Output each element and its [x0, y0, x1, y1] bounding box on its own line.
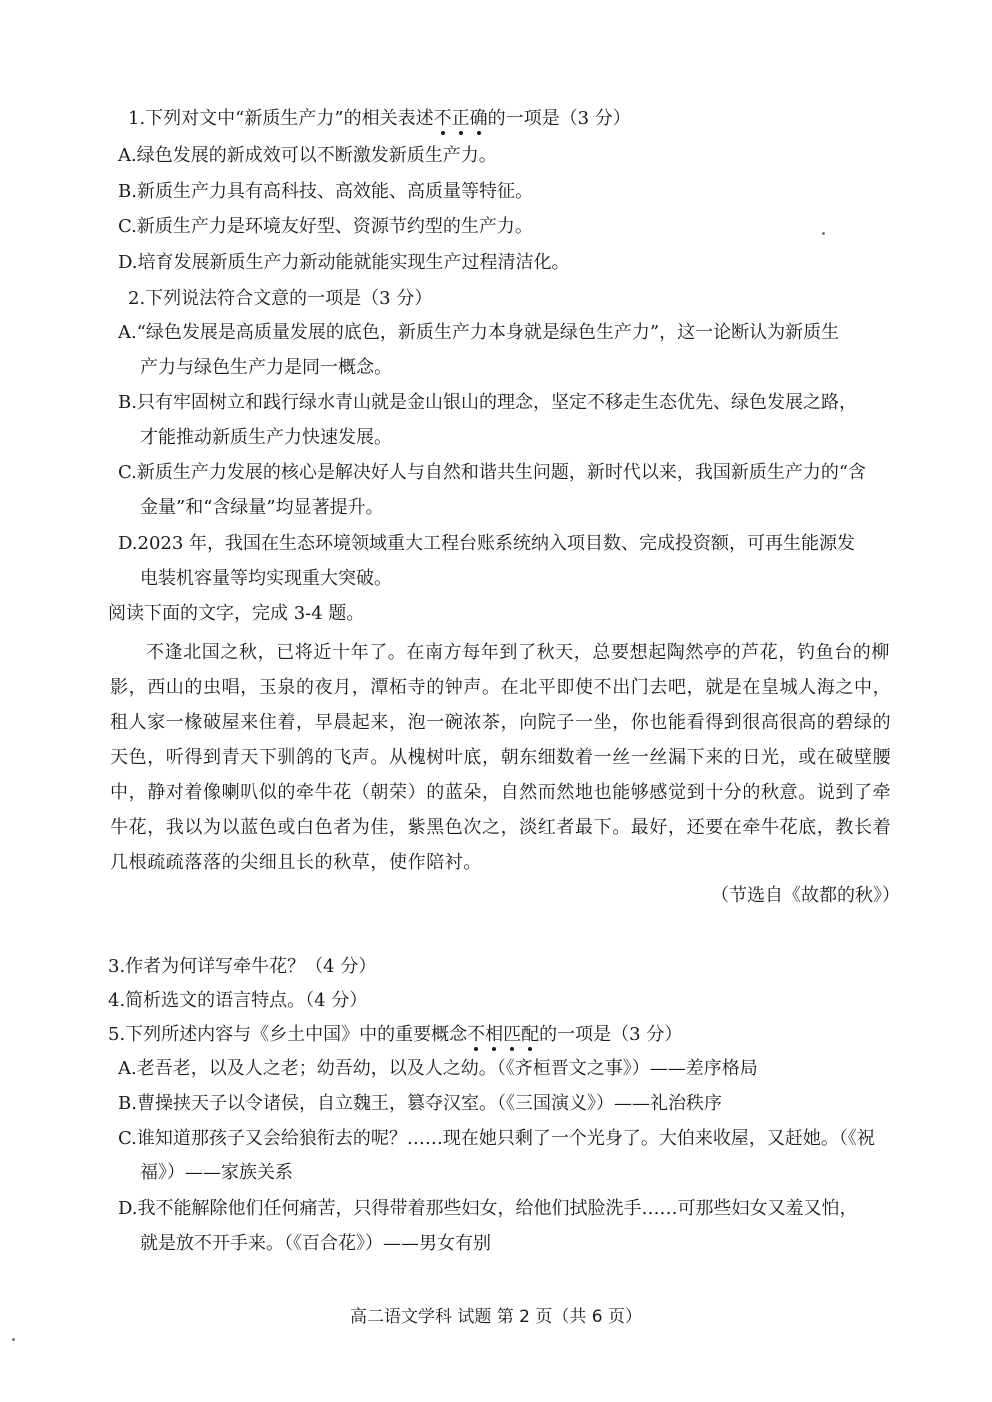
- emphasis-char: [485, 1024, 503, 1045]
- q5-option-c-line1: C.谁知道那孩子又会给狼衔去的呢？……现在她只剩了一个光身了。大伯来收屋，又赶她。（《祝: [118, 1128, 875, 1149]
- q1-option-c: C.新质生产力是环境友好型、资源节约型的生产力。: [118, 216, 533, 237]
- emphasis-char: [521, 1024, 539, 1045]
- question-2-stem: 2.下列说法符合文意的一项是（3 分）: [128, 288, 433, 309]
- q2-option-d-line2: 电装机容量等均实现重大突破。: [140, 568, 392, 589]
- q5-option-c-line2: 福》）——家族关系: [140, 1162, 293, 1183]
- question-5-stem: [108, 1024, 682, 1046]
- q5-option-b: B.曹操挟天子以令诸侯，自立魏王，篡夺汉室。（《三国演义》）——礼治秩序: [118, 1093, 722, 1114]
- emphasis-text: 不: [433, 108, 452, 129]
- q5-option-a: A.老吾老，以及人之老；幼吾幼，以及人之幼。（《齐桓晋文之事》）——差序格局: [118, 1058, 758, 1079]
- emphasis-text: 确: [469, 108, 488, 129]
- page-footer: 高二语文学科 试题 第 2 页（共 6 页）: [349, 1307, 643, 1327]
- q2-option-c-line1: C.新质生产力发展的核心是解决好人与自然和谐共生问题，新时代以来，我国新质生产力的“含: [118, 462, 867, 483]
- reading-intro: 阅读下面的文字，完成 3-4 题。: [108, 603, 365, 624]
- question-4: 4.简析选文的语言特点。（4 分）: [108, 990, 368, 1011]
- passage-line: 中，静对着像喇叭似的牵牛花（朝荣）的蓝朵，自然而然地也能够感觉到十分的秋意。说到了牵: [110, 782, 892, 803]
- passage-line: 影，西山的虫唱，玉泉的夜月，潭柘寺的钟声。在北平即使不出门去吧，就是在皇城人海之中，: [110, 677, 892, 698]
- q2-option-d-line1: D.2023 年，我国在生态环境领域重大工程台账系统纳入项目数、完成投资额，可再生能源发: [118, 533, 856, 554]
- emphasis-dot: [474, 1047, 478, 1051]
- question-1-stem: [128, 108, 631, 130]
- emphasis-text: 相: [485, 1024, 504, 1045]
- passage-line: 租人家一椽破屋来住着，早晨起来，泡一碗浓茶，向院子一坐，你也能看得到很高很高的碧绿的: [110, 712, 892, 733]
- q5-stem-text: 5.下列所述内容与《乡土中国》中的重要概念: [108, 1024, 468, 1045]
- emphasis-dot: [477, 131, 481, 135]
- scan-speck: [822, 232, 825, 235]
- q2-option-b-line1: B.只有牢固树立和践行绿水青山就是金山银山的理念，坚定不移走生态优先、绿色发展之路，: [118, 392, 857, 413]
- emphasis-dot: [510, 1047, 514, 1051]
- passage-line: 几根疏疏落落的尖细且长的秋草，使作陪衬。: [110, 852, 482, 873]
- q5-option-d-line1: D.我不能解除他们任何痛苦，只得带着那些妇女，给他们拭脸洗手……可那些妇女又羞又怕，: [118, 1198, 858, 1219]
- q1-option-d: D.培育发展新质生产力新动能就能实现生产过程清洁化。: [118, 252, 570, 273]
- q1-stem-text: 1.下列对文中“新质生产力”的相关表述: [128, 108, 434, 129]
- emphasis-dot: [492, 1047, 496, 1051]
- emphasis-text: 匹: [503, 1024, 522, 1045]
- emphasis-dot: [441, 131, 445, 135]
- emphasis-dot: [459, 131, 463, 135]
- q2-option-c-line2: 金量”和“含绿量”均显著提升。: [140, 497, 384, 518]
- emphasis-char: [503, 1024, 521, 1045]
- passage-line: 不逢北国之秋，已将近十年了。在南方每年到了秋天，总要想起陶然亭的芦花，钓鱼台的柳: [146, 642, 890, 663]
- passage-line: 天色，听得到青天下驯鸽的飞声。从槐树叶底，朝东细数着一丝一丝漏下来的日光，或在破壁腰: [110, 747, 892, 768]
- q5-option-d-line2: 就是放不开手来。（《百合花》）——男女有别: [140, 1233, 491, 1254]
- emphasis-char: [452, 108, 470, 129]
- q1-option-a: A.绿色发展的新成效可以不断激发新质生产力。: [118, 145, 497, 166]
- q1-stem-tail: 的一项是（3 分）: [487, 108, 631, 129]
- emphasis-dot: [528, 1047, 532, 1051]
- q1-option-b: B.新质生产力具有高科技、高效能、高质量等特征。: [118, 181, 533, 202]
- passage-source: （节选自《故都的秋》）: [711, 885, 900, 906]
- emphasis-text: 配: [521, 1024, 540, 1045]
- q5-stem-tail: 的一项是（3 分）: [539, 1024, 683, 1045]
- emphasis-text: 不: [467, 1024, 486, 1045]
- emphasis-char: [434, 108, 452, 129]
- question-3: 3.作者为何详写牵牛花？（4 分）: [108, 956, 377, 977]
- passage-line: 牛花，我以为以蓝色或白色者为佳，紫黑色次之，淡红者最下。最好，还要在牵牛花底，教长着: [110, 817, 892, 838]
- q2-option-a-line2: 产力与绿色生产力是同一概念。: [140, 357, 392, 378]
- scan-speck: [12, 1338, 15, 1341]
- emphasis-char: [467, 1024, 485, 1045]
- emphasis-char: [470, 108, 488, 129]
- q2-option-a-line1: A.“绿色发展是高质量发展的底色，新质生产力本身就是绿色生产力”，这一论断认为新质生: [118, 322, 840, 343]
- emphasis-text: 正: [451, 108, 470, 129]
- q2-option-b-line2: 才能推动新质生产力快速发展。: [140, 427, 392, 448]
